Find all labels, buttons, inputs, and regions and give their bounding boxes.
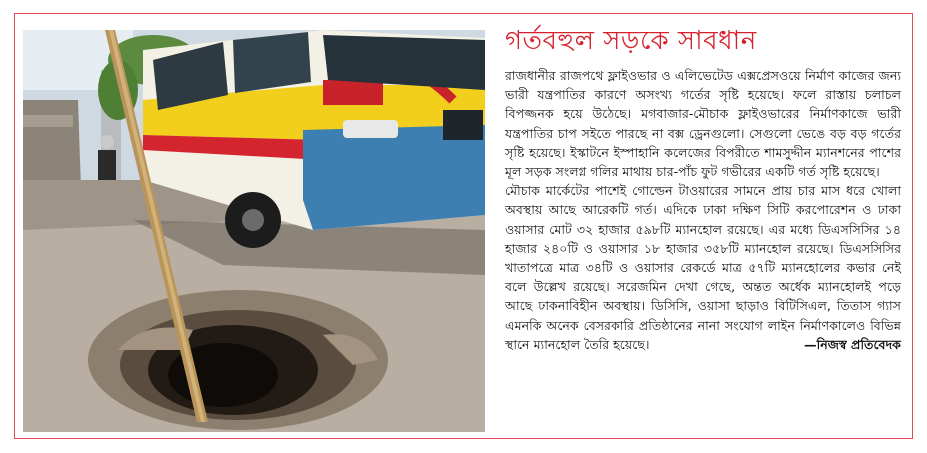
paragraph-text: মৌচাক মার্কেটের পাশেই গোল্ডেন টাওয়ারের সামনে প্রায় চার মাস ধরে খোলা অবস্থায় আছে আরেকটি গর্ত। এদিকে ঢাকা দক্ষিণ সিটি করপোরেশন ও ঢাকা ওয়াসার মোট ৩২ হাজার ৫৯৮টি ম্যানহোল রয়েছে। এর মধ্যে ডিএসসিসির ১৪ হাজার ২৪০টি ও ওয়াসার ১৮ হাজার ৩৫৮টি ম্যানহোল রয়েছে। ডিএসসিসির খাতাপত্রে মাত্র ৩৪টি ও ওয়াসার রেকর্ডে মাত্র ৫৭টি ম্যানহোলের কভার নেই বলে উল্লেখ রয়েছে। সরেজমিন দেখা গেছে, অন্তত অর্ধেক ম্যানহোলই পড়ে আছে ঢাকনাবিহীন অবস্থায়। ডিসিসি, ওয়াসা ছাড়াও বিটিসিএল, তিতাস গ্যাস এমনকি অনেক বেসরকারি প্রতিষ্ঠানের নানা সংযোগ লাইন নির্মাণকালেও বিভিন্ন স্থানে ম্যানহোল তৈরি হয়েছে। xyxy=(505,183,901,352)
article-body xyxy=(505,66,901,354)
byline: —নিজস্ব প্রতিবেদক xyxy=(804,336,901,352)
article xyxy=(505,22,901,440)
headline: গর্তবহুল সড়কে সাবধান xyxy=(505,26,757,56)
news-photo xyxy=(23,30,485,432)
paragraph: রাজধানীর রাজপথে ফ্লাইওভার ও এলিভেটেড এক্সপ্রেসওয়ে নির্মাণ কাজের জন্য ভারী যন্ত্রপাতির কারণে অসংখ্য গর্তের সৃষ্টি হয়েছে। ফলে রাস্তায় চলাচল বিপজ্জনক হয়ে উঠেছে। মগবাজার-মৌচাক ফ্লাইওভারের নির্মাণকাজে ভারী যন্ত্রপাতির চাপ সইতে পারছে না বক্স ড্রেনগুলো। সেগুলো ভেঙে বড় বড় গর্তের সৃষ্টি হয়েছে। ইস্কাটনে ইস্পাহানি কলেজের বিপরীতে শামসুদ্দীন ম্যানশনের পাশের মূল সড়ক সংলগ্ন গলির মাথায় চার-পাঁচ ফুট গভীরের একটি গর্ত সৃষ্টি হয়েছে। xyxy=(505,68,901,180)
paragraph xyxy=(505,181,901,354)
